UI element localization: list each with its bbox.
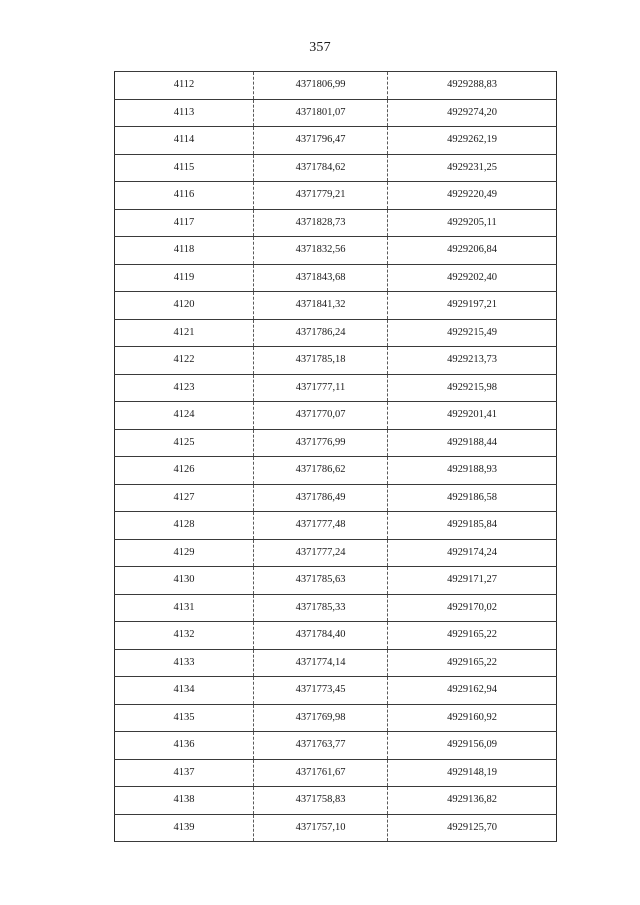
table-row (115, 539, 557, 567)
table-row (115, 649, 557, 677)
table-row (115, 677, 557, 705)
table-row (115, 154, 557, 182)
y-coordinate-cell: 4929274,20 (388, 99, 557, 127)
x-coordinate-cell: 4371777,48 (254, 512, 388, 540)
y-coordinate-cell: 4929148,19 (388, 759, 557, 787)
x-coordinate-cell: 4371786,24 (254, 319, 388, 347)
table-row (115, 292, 557, 320)
x-coordinate-cell: 4371801,07 (254, 99, 388, 127)
point-number-cell: 4131 (115, 594, 254, 622)
y-coordinate-cell: 4929213,73 (388, 347, 557, 375)
y-coordinate-cell: 4929215,49 (388, 319, 557, 347)
x-coordinate-cell: 4371785,63 (254, 567, 388, 595)
point-number-cell: 4116 (115, 182, 254, 210)
point-number-cell: 4125 (115, 429, 254, 457)
point-number-cell: 4134 (115, 677, 254, 705)
table-row (115, 264, 557, 292)
point-number-cell: 4130 (115, 567, 254, 595)
point-number-cell: 4136 (115, 732, 254, 760)
x-coordinate-cell: 4371761,67 (254, 759, 388, 787)
table-row (115, 512, 557, 540)
point-number-cell: 4137 (115, 759, 254, 787)
table-row (115, 759, 557, 787)
point-number-cell: 4133 (115, 649, 254, 677)
x-coordinate-cell: 4371763,77 (254, 732, 388, 760)
table-row (115, 457, 557, 485)
y-coordinate-cell: 4929188,44 (388, 429, 557, 457)
point-number-cell: 4117 (115, 209, 254, 237)
x-coordinate-cell: 4371786,62 (254, 457, 388, 485)
point-number-cell: 4132 (115, 622, 254, 650)
x-coordinate-cell: 4371776,99 (254, 429, 388, 457)
page-number: 357 (309, 40, 331, 55)
table-row (115, 99, 557, 127)
point-number-cell: 4114 (115, 127, 254, 155)
x-coordinate-cell: 4371785,18 (254, 347, 388, 375)
point-number-cell: 4128 (115, 512, 254, 540)
y-coordinate-cell: 4929231,25 (388, 154, 557, 182)
x-coordinate-cell: 4371758,83 (254, 787, 388, 815)
y-coordinate-cell: 4929220,49 (388, 182, 557, 210)
y-coordinate-cell: 4929205,11 (388, 209, 557, 237)
x-coordinate-cell: 4371770,07 (254, 402, 388, 430)
x-coordinate-cell: 4371843,68 (254, 264, 388, 292)
y-coordinate-cell: 4929165,22 (388, 649, 557, 677)
point-number-cell: 4126 (115, 457, 254, 485)
y-coordinate-cell: 4929288,83 (388, 72, 557, 100)
point-number-cell: 4115 (115, 154, 254, 182)
x-coordinate-cell: 4371784,62 (254, 154, 388, 182)
table-row (115, 567, 557, 595)
point-number-cell: 4138 (115, 787, 254, 815)
point-number-cell: 4127 (115, 484, 254, 512)
y-coordinate-cell: 4929197,21 (388, 292, 557, 320)
point-number-cell: 4113 (115, 99, 254, 127)
x-coordinate-cell: 4371777,24 (254, 539, 388, 567)
point-number-cell: 4120 (115, 292, 254, 320)
point-number-cell: 4122 (115, 347, 254, 375)
point-number-cell: 4124 (115, 402, 254, 430)
table-row (115, 319, 557, 347)
point-number-cell: 4139 (115, 814, 254, 842)
table-row (115, 182, 557, 210)
y-coordinate-cell: 4929215,98 (388, 374, 557, 402)
table-row (115, 732, 557, 760)
table-row (115, 594, 557, 622)
y-coordinate-cell: 4929185,84 (388, 512, 557, 540)
x-coordinate-cell: 4371832,56 (254, 237, 388, 265)
table-row (115, 374, 557, 402)
coordinates-table-body (115, 72, 557, 842)
x-coordinate-cell: 4371841,32 (254, 292, 388, 320)
table-row (115, 622, 557, 650)
point-number-cell: 4129 (115, 539, 254, 567)
point-number-cell: 4123 (115, 374, 254, 402)
x-coordinate-cell: 4371796,47 (254, 127, 388, 155)
y-coordinate-cell: 4929125,70 (388, 814, 557, 842)
y-coordinate-cell: 4929165,22 (388, 622, 557, 650)
table-row (115, 787, 557, 815)
table-row (115, 484, 557, 512)
point-number-cell: 4119 (115, 264, 254, 292)
x-coordinate-cell: 4371806,99 (254, 72, 388, 100)
x-coordinate-cell: 4371773,45 (254, 677, 388, 705)
table-row (115, 704, 557, 732)
table-row (115, 209, 557, 237)
table-row (115, 402, 557, 430)
table-row (115, 127, 557, 155)
y-coordinate-cell: 4929201,41 (388, 402, 557, 430)
coordinates-table (114, 71, 557, 842)
y-coordinate-cell: 4929188,93 (388, 457, 557, 485)
y-coordinate-cell: 4929170,02 (388, 594, 557, 622)
x-coordinate-cell: 4371757,10 (254, 814, 388, 842)
y-coordinate-cell: 4929156,09 (388, 732, 557, 760)
y-coordinate-cell: 4929136,82 (388, 787, 557, 815)
x-coordinate-cell: 4371786,49 (254, 484, 388, 512)
y-coordinate-cell: 4929162,94 (388, 677, 557, 705)
table-row (115, 814, 557, 842)
x-coordinate-cell: 4371779,21 (254, 182, 388, 210)
point-number-cell: 4112 (115, 72, 254, 100)
y-coordinate-cell: 4929186,58 (388, 484, 557, 512)
x-coordinate-cell: 4371769,98 (254, 704, 388, 732)
point-number-cell: 4118 (115, 237, 254, 265)
y-coordinate-cell: 4929174,24 (388, 539, 557, 567)
x-coordinate-cell: 4371785,33 (254, 594, 388, 622)
point-number-cell: 4135 (115, 704, 254, 732)
x-coordinate-cell: 4371784,40 (254, 622, 388, 650)
x-coordinate-cell: 4371777,11 (254, 374, 388, 402)
y-coordinate-cell: 4929262,19 (388, 127, 557, 155)
y-coordinate-cell: 4929171,27 (388, 567, 557, 595)
table-row (115, 347, 557, 375)
table-row (115, 237, 557, 265)
y-coordinate-cell: 4929206,84 (388, 237, 557, 265)
y-coordinate-cell: 4929160,92 (388, 704, 557, 732)
table-row (115, 429, 557, 457)
x-coordinate-cell: 4371774,14 (254, 649, 388, 677)
x-coordinate-cell: 4371828,73 (254, 209, 388, 237)
point-number-cell: 4121 (115, 319, 254, 347)
table-row (115, 72, 557, 100)
y-coordinate-cell: 4929202,40 (388, 264, 557, 292)
